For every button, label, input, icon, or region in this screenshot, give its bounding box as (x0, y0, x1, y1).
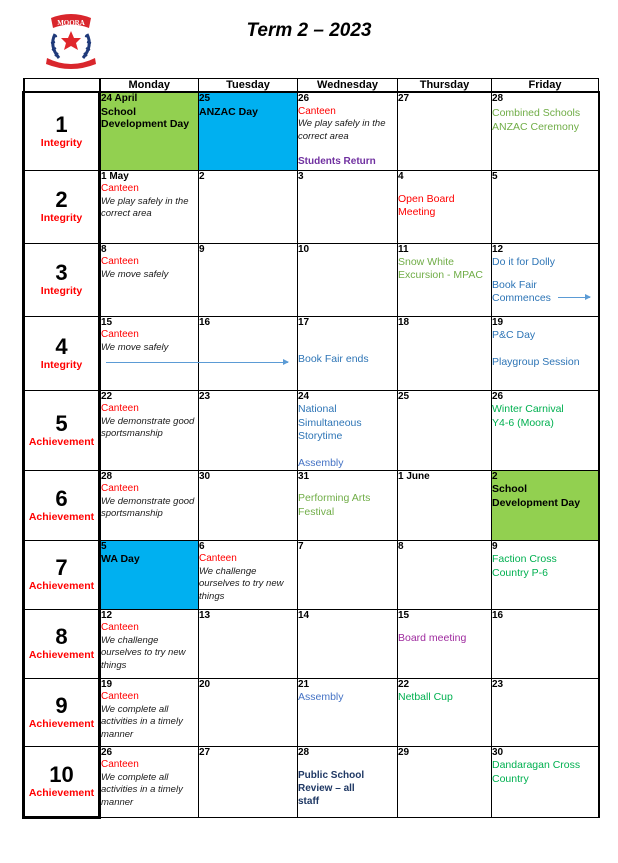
week-value: Integrity (40, 358, 83, 371)
day-cell (199, 609, 298, 678)
column-header-wednesday: Wednesday (298, 79, 398, 93)
day-cell (492, 746, 599, 817)
week-cell (24, 678, 100, 746)
canteen-label: Canteen (101, 759, 139, 770)
day-cell (298, 678, 398, 746)
day-date: 23 (199, 390, 211, 402)
day-cell (298, 609, 398, 678)
week-number: 9 (55, 692, 68, 718)
svg-text:MOORA: MOORA (57, 19, 85, 27)
day-date: 17 (298, 316, 310, 328)
day-cell (492, 390, 599, 470)
week-value: Integrity (40, 136, 83, 149)
event: Faction Cross Country P-6 (492, 553, 557, 579)
week-value: Achievement (28, 580, 95, 592)
day-date: 13 (199, 609, 211, 621)
day-cell (298, 243, 398, 316)
day-cell (398, 390, 492, 470)
week-row (24, 540, 599, 609)
event: Dandaragan Cross Country (492, 759, 581, 785)
day-cell (398, 92, 492, 170)
column-header-tuesday: Tuesday (199, 79, 298, 93)
week-number: 6 (55, 485, 68, 511)
day-date: 10 (298, 243, 310, 255)
day-cell (199, 92, 298, 170)
day-date: 20 (199, 678, 211, 690)
day-date: 16 (199, 316, 211, 328)
continues-arrow-icon (558, 297, 590, 298)
day-cell (298, 390, 398, 470)
day-date: 12 (492, 243, 504, 255)
event: Netball Cup (398, 691, 453, 703)
day-cell (398, 316, 492, 390)
motto-text: We complete all activities in a timely manner (101, 771, 183, 808)
day-date: 15 (101, 316, 113, 328)
week-number: 3 (55, 260, 68, 285)
column-header-friday: Friday (492, 79, 599, 93)
week-number: 8 (55, 624, 68, 649)
day-cell (492, 540, 599, 609)
day-cell (199, 678, 298, 746)
day-date: 7 (298, 540, 304, 552)
day-date: 29 (398, 746, 410, 758)
day-date: 27 (199, 746, 211, 758)
week-number: 1 (55, 111, 68, 137)
day-cell (199, 170, 298, 243)
day-date: 30 (492, 746, 504, 758)
day-date: 18 (398, 316, 410, 328)
week-row (24, 316, 599, 390)
day-date: 2 (492, 470, 498, 482)
day-date: 27 (398, 93, 410, 104)
calendar-header-row (24, 79, 599, 93)
event: Snow White Excursion - MPAC (398, 256, 483, 281)
day-date: 1 May (101, 170, 129, 182)
day-cell (100, 92, 199, 170)
day-cell (298, 540, 398, 609)
day-date: 11 (398, 243, 409, 255)
day-date: 25 (199, 93, 211, 104)
canteen-label: Canteen (298, 105, 336, 117)
canteen-label: Canteen (101, 403, 139, 414)
column-header-week (24, 79, 100, 93)
event: Performing Arts Festival (298, 492, 371, 518)
day-cell (199, 390, 298, 470)
day-date: 14 (298, 609, 310, 621)
book-fair-arrow-icon (106, 362, 288, 363)
day-cell (398, 678, 492, 746)
canteen-label: Canteen (101, 256, 139, 267)
day-cell (100, 540, 199, 609)
event: School Development Day (101, 105, 190, 130)
event: Students Return (298, 156, 376, 167)
day-date: 15 (398, 609, 410, 621)
week-cell (24, 243, 100, 316)
day-date: 28 (298, 746, 310, 758)
event: P&C Day (492, 329, 536, 341)
day-cell (100, 316, 199, 390)
event: Combined Schools ANZAC Ceremony (492, 106, 581, 133)
day-date: 25 (398, 390, 410, 402)
event: Do it for Dolly (492, 256, 556, 268)
week-cell (24, 470, 100, 540)
day-date: 8 (101, 243, 107, 255)
week-cell (24, 92, 100, 170)
day-date: 24 (298, 390, 310, 402)
event: Book Fair ends (298, 353, 369, 365)
day-date: 3 (298, 170, 304, 182)
day-cell (100, 746, 199, 817)
event: Public School Review – all staff (298, 770, 365, 807)
day-date: 5 (101, 540, 107, 552)
day-date: 22 (101, 390, 113, 402)
week-row (24, 470, 599, 540)
motto-text: We move safely (101, 341, 169, 353)
day-date: 1 June (398, 470, 430, 482)
event: Book Fair Commences (492, 279, 551, 304)
day-date: 9 (199, 243, 205, 255)
event: Playgroup Session (492, 356, 580, 368)
day-date: 5 (492, 170, 498, 182)
day-date: 19 (492, 316, 504, 328)
week-cell (24, 540, 100, 609)
event: Assembly (298, 456, 344, 469)
day-date: 26 (101, 746, 113, 758)
day-date: 22 (398, 678, 410, 690)
canteen-label: Canteen (199, 553, 237, 564)
week-cell (24, 170, 100, 243)
day-date: 26 (492, 390, 504, 402)
page-title: Term 2 – 2023 (246, 20, 372, 41)
day-cell (398, 540, 492, 609)
event: WA Day (101, 553, 140, 565)
day-cell (298, 746, 398, 817)
week-number: 10 (49, 761, 74, 787)
motto-text: We demonstrate good sportsmanship (101, 415, 195, 439)
day-date: 9 (492, 540, 498, 552)
week-number: 4 (55, 333, 68, 359)
week-cell (24, 316, 100, 390)
week-number: 7 (55, 555, 68, 580)
motto-text: We play safely in the correct area (298, 118, 386, 142)
week-row (24, 609, 599, 678)
day-cell (492, 678, 599, 746)
day-date: 8 (398, 540, 404, 552)
day-date: 24 April (101, 93, 138, 104)
day-cell (100, 243, 199, 316)
day-cell (492, 92, 599, 170)
week-value: Achievement (28, 649, 95, 661)
week-value: Achievement (28, 435, 95, 448)
day-date: 19 (101, 678, 113, 690)
week-value: Achievement (28, 717, 95, 730)
day-cell (492, 316, 599, 390)
week-row (24, 746, 599, 817)
week-row (24, 390, 599, 470)
week-number: 2 (55, 187, 68, 212)
day-date: 12 (101, 609, 113, 621)
column-header-monday: Monday (100, 79, 199, 93)
day-cell (199, 540, 298, 609)
day-cell (398, 609, 492, 678)
day-cell (199, 746, 298, 817)
day-cell (100, 390, 199, 470)
canteen-label: Canteen (101, 691, 139, 702)
week-row (24, 92, 599, 170)
term-calendar (22, 78, 600, 819)
day-date: 4 (398, 170, 404, 182)
day-date: 6 (199, 540, 205, 552)
day-cell (199, 243, 298, 316)
day-date: 30 (199, 470, 211, 482)
week-value: Achievement (28, 510, 95, 523)
day-cell (492, 609, 599, 678)
week-cell (24, 390, 100, 470)
motto-text: We challenge ourselves to try new things (199, 565, 284, 602)
day-cell (100, 470, 199, 540)
canteen-label: Canteen (101, 622, 139, 633)
canteen-label: Canteen (101, 183, 139, 194)
motto-text: We complete all activities in a timely manner (101, 703, 183, 740)
week-row (24, 243, 599, 316)
day-cell (199, 316, 298, 390)
day-cell (398, 470, 492, 540)
day-cell (492, 470, 599, 540)
day-cell (492, 170, 599, 243)
week-number: 5 (55, 410, 68, 436)
day-cell (492, 243, 599, 316)
canteen-label: Canteen (101, 329, 139, 340)
day-date: 2 (199, 170, 205, 182)
motto-text: We play safely in the correct area (101, 195, 189, 219)
day-cell (298, 316, 398, 390)
day-cell (100, 170, 199, 243)
day-date: 21 (298, 678, 310, 690)
event: School Development Day (492, 483, 581, 509)
day-date: 23 (492, 678, 504, 690)
event: Assembly (298, 691, 344, 703)
day-cell (199, 470, 298, 540)
day-cell (398, 746, 492, 817)
week-cell (24, 746, 100, 817)
week-row (24, 678, 599, 746)
day-cell (100, 678, 199, 746)
column-header-thursday: Thursday (398, 79, 492, 93)
week-value: Integrity (40, 285, 83, 297)
week-cell (24, 609, 100, 678)
motto-text: We demonstrate good sportsmanship (101, 495, 195, 519)
event: National Simultaneous Storytime (298, 403, 362, 442)
day-date: 28 (492, 93, 504, 104)
week-row (24, 170, 599, 243)
motto-text: We move safely (101, 268, 169, 280)
event: ANZAC Day (199, 105, 258, 118)
day-date: 31 (298, 470, 310, 482)
canteen-label: Canteen (101, 483, 139, 494)
event: Winter Carnival Y4-6 (Moora) (492, 403, 564, 429)
week-value: Integrity (40, 212, 83, 224)
day-cell (398, 243, 492, 316)
event: Board meeting (398, 632, 467, 644)
motto-text: We challenge ourselves to try new things (101, 634, 186, 671)
day-date: 16 (492, 609, 504, 621)
day-cell (398, 170, 492, 243)
day-cell (298, 470, 398, 540)
week-value: Achievement (28, 786, 95, 799)
day-date: 26 (298, 93, 310, 104)
day-cell (298, 170, 398, 243)
day-cell (100, 609, 199, 678)
day-cell (298, 92, 398, 170)
event: Open Board Meeting (398, 193, 455, 218)
day-date: 28 (101, 470, 113, 482)
